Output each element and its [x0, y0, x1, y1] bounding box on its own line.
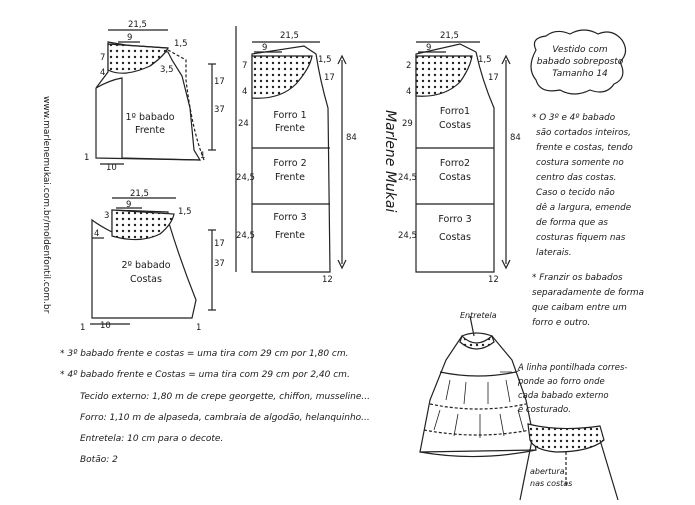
m-24-5-b: 24,5 — [236, 231, 255, 241]
m-9-a: 9 — [127, 33, 133, 43]
m-29: 29 — [402, 119, 413, 129]
m-1-d: 1 — [196, 323, 202, 333]
forro2-front-1: Forro 2 — [273, 158, 307, 169]
website-url: www.marlenemukai.com.br/moldenfontil.com.br — [41, 96, 51, 314]
title-line-1: Vestido com — [552, 45, 608, 55]
note-gather-3: que caibam entre um — [532, 303, 627, 313]
forro1-front-1: Forro 1 — [273, 110, 307, 121]
bottom-line-2: * 4º babado frente e Costas = uma tira com 29 cm por 2,40 cm. — [60, 370, 350, 380]
dotted-note-1: A linha pontilhada corres- — [518, 363, 628, 373]
forro2-back-1: Forro2 — [439, 158, 471, 169]
note-cut-5: centro das costas. — [536, 173, 617, 183]
note-cut-7: dê a largura, emende — [536, 203, 632, 213]
m-21-5-c: 21,5 — [280, 31, 299, 41]
abertura-label-2: nas costas — [530, 479, 573, 488]
m-4-d: 4 — [406, 87, 412, 97]
m-4-b: 4 — [94, 229, 100, 239]
m-21-5-b: 21,5 — [130, 189, 149, 199]
note-cut-9: costuras fiquem nas — [536, 233, 626, 243]
note-cut-2: são cortados inteiros, — [536, 128, 631, 138]
bottom-line-6: Botão: 2 — [80, 455, 118, 465]
abertura-label-1: abertura — [530, 467, 565, 476]
dotted-note-4: é costurado. — [518, 405, 571, 415]
forro3-back-1: Forro 3 — [438, 214, 472, 225]
piece-b1-front — [96, 30, 216, 164]
b1-label-2: Frente — [135, 125, 165, 136]
title-line-2: babado sobreposto — [536, 57, 624, 67]
bottom-line-1: * 3º babado frente e costas = uma tira com 29 cm por 1,80 cm. — [60, 349, 349, 359]
m-4-a: 4 — [100, 68, 106, 78]
m-24-5-a: 24,5 — [236, 173, 255, 183]
m-21-5-a: 21,5 — [128, 20, 147, 30]
bottom-line-5: Entretela: 10 cm para o decote. — [80, 434, 224, 444]
m-9-b: 9 — [126, 200, 132, 210]
note-cut-6: Caso o tecido não — [536, 188, 615, 198]
dotted-note-3: cada babado externo — [518, 391, 609, 401]
m-7-a: 7 — [100, 53, 106, 63]
m-1-b: 1 — [200, 151, 206, 161]
m-1-a: 1 — [84, 153, 90, 163]
m-37-b: 37 — [214, 259, 225, 269]
m-17-c: 17 — [324, 73, 335, 83]
forro3-back-2: Costas — [439, 232, 471, 243]
title-line-3: Tamanho 14 — [552, 69, 608, 79]
m-3-b: 3 — [104, 211, 110, 221]
m-17-a: 17 — [214, 77, 225, 87]
note-cut-10: laterais. — [536, 248, 572, 258]
m-24: 24 — [238, 119, 249, 129]
m-1-c: 1 — [80, 323, 86, 333]
m-9-c: 9 — [262, 43, 268, 53]
back-detail-illustration — [520, 424, 618, 500]
m-1-5-d: 1,5 — [478, 55, 492, 65]
bottom-line-3: Tecido externo: 1,80 m de crepe georgette, chiffon, musseline... — [80, 392, 370, 402]
m-84-a: 84 — [346, 133, 357, 143]
m-12-b: 12 — [488, 275, 499, 285]
note-gather-1: * Franzir os babados — [532, 273, 623, 283]
m-24-5-c: 24,5 — [398, 173, 417, 183]
note-cut-4: costura somente no — [536, 158, 624, 168]
m-1-5-b: 1,5 — [178, 207, 192, 217]
m-1-5-c: 1,5 — [318, 55, 332, 65]
m-1-5-a: 1,5 — [174, 39, 188, 49]
m-37-a: 37 — [214, 105, 225, 115]
b1-label-1: 1º babado — [125, 112, 175, 123]
signature: Marlene Mukai — [382, 110, 398, 213]
dotted-note-2: ponde ao forro onde — [518, 377, 605, 387]
m-2-d: 2 — [406, 61, 412, 71]
forro1-back-1: Forro1 — [439, 106, 471, 117]
forro2-back-2: Costas — [439, 172, 471, 183]
m-24-5-d: 24,5 — [398, 231, 417, 241]
forro3-front-2: Frente — [275, 230, 305, 241]
note-cut-3: frente e costas, tendo — [536, 143, 633, 153]
note-cut-1: * O 3º e 4º babado — [532, 113, 616, 123]
m-9-d: 9 — [426, 43, 432, 53]
forro1-front-2: Frente — [275, 123, 305, 134]
bottom-line-4: Forro: 1,10 m de alpaseda, cambraia de algodão, helanquinho... — [80, 413, 370, 423]
forro2-front-2: Frente — [275, 172, 305, 183]
note-gather-4: forro e outro. — [532, 318, 591, 328]
forro1-back-2: Costas — [439, 120, 471, 131]
entretela-label-top: Entretela — [460, 311, 497, 320]
m-21-5-d: 21,5 — [440, 31, 459, 41]
m-3-5-a: 3,5 — [160, 65, 174, 75]
m-17-b: 17 — [214, 239, 225, 249]
b2-label-2: Costas — [130, 274, 162, 285]
m-7-c: 7 — [242, 61, 248, 71]
m-12-a: 12 — [322, 275, 333, 285]
forro3-front-1: Forro 3 — [273, 212, 307, 223]
m-84-b: 84 — [510, 133, 521, 143]
m-10-b: 10 — [100, 321, 111, 331]
note-gather-2: separadamente de forma — [532, 288, 645, 298]
m-17-d: 17 — [488, 73, 499, 83]
b2-label-1: 2º babado — [121, 260, 171, 271]
m-10-a: 10 — [106, 163, 117, 173]
note-cut-8: de forma que as — [536, 218, 608, 228]
m-4-c: 4 — [242, 87, 248, 97]
